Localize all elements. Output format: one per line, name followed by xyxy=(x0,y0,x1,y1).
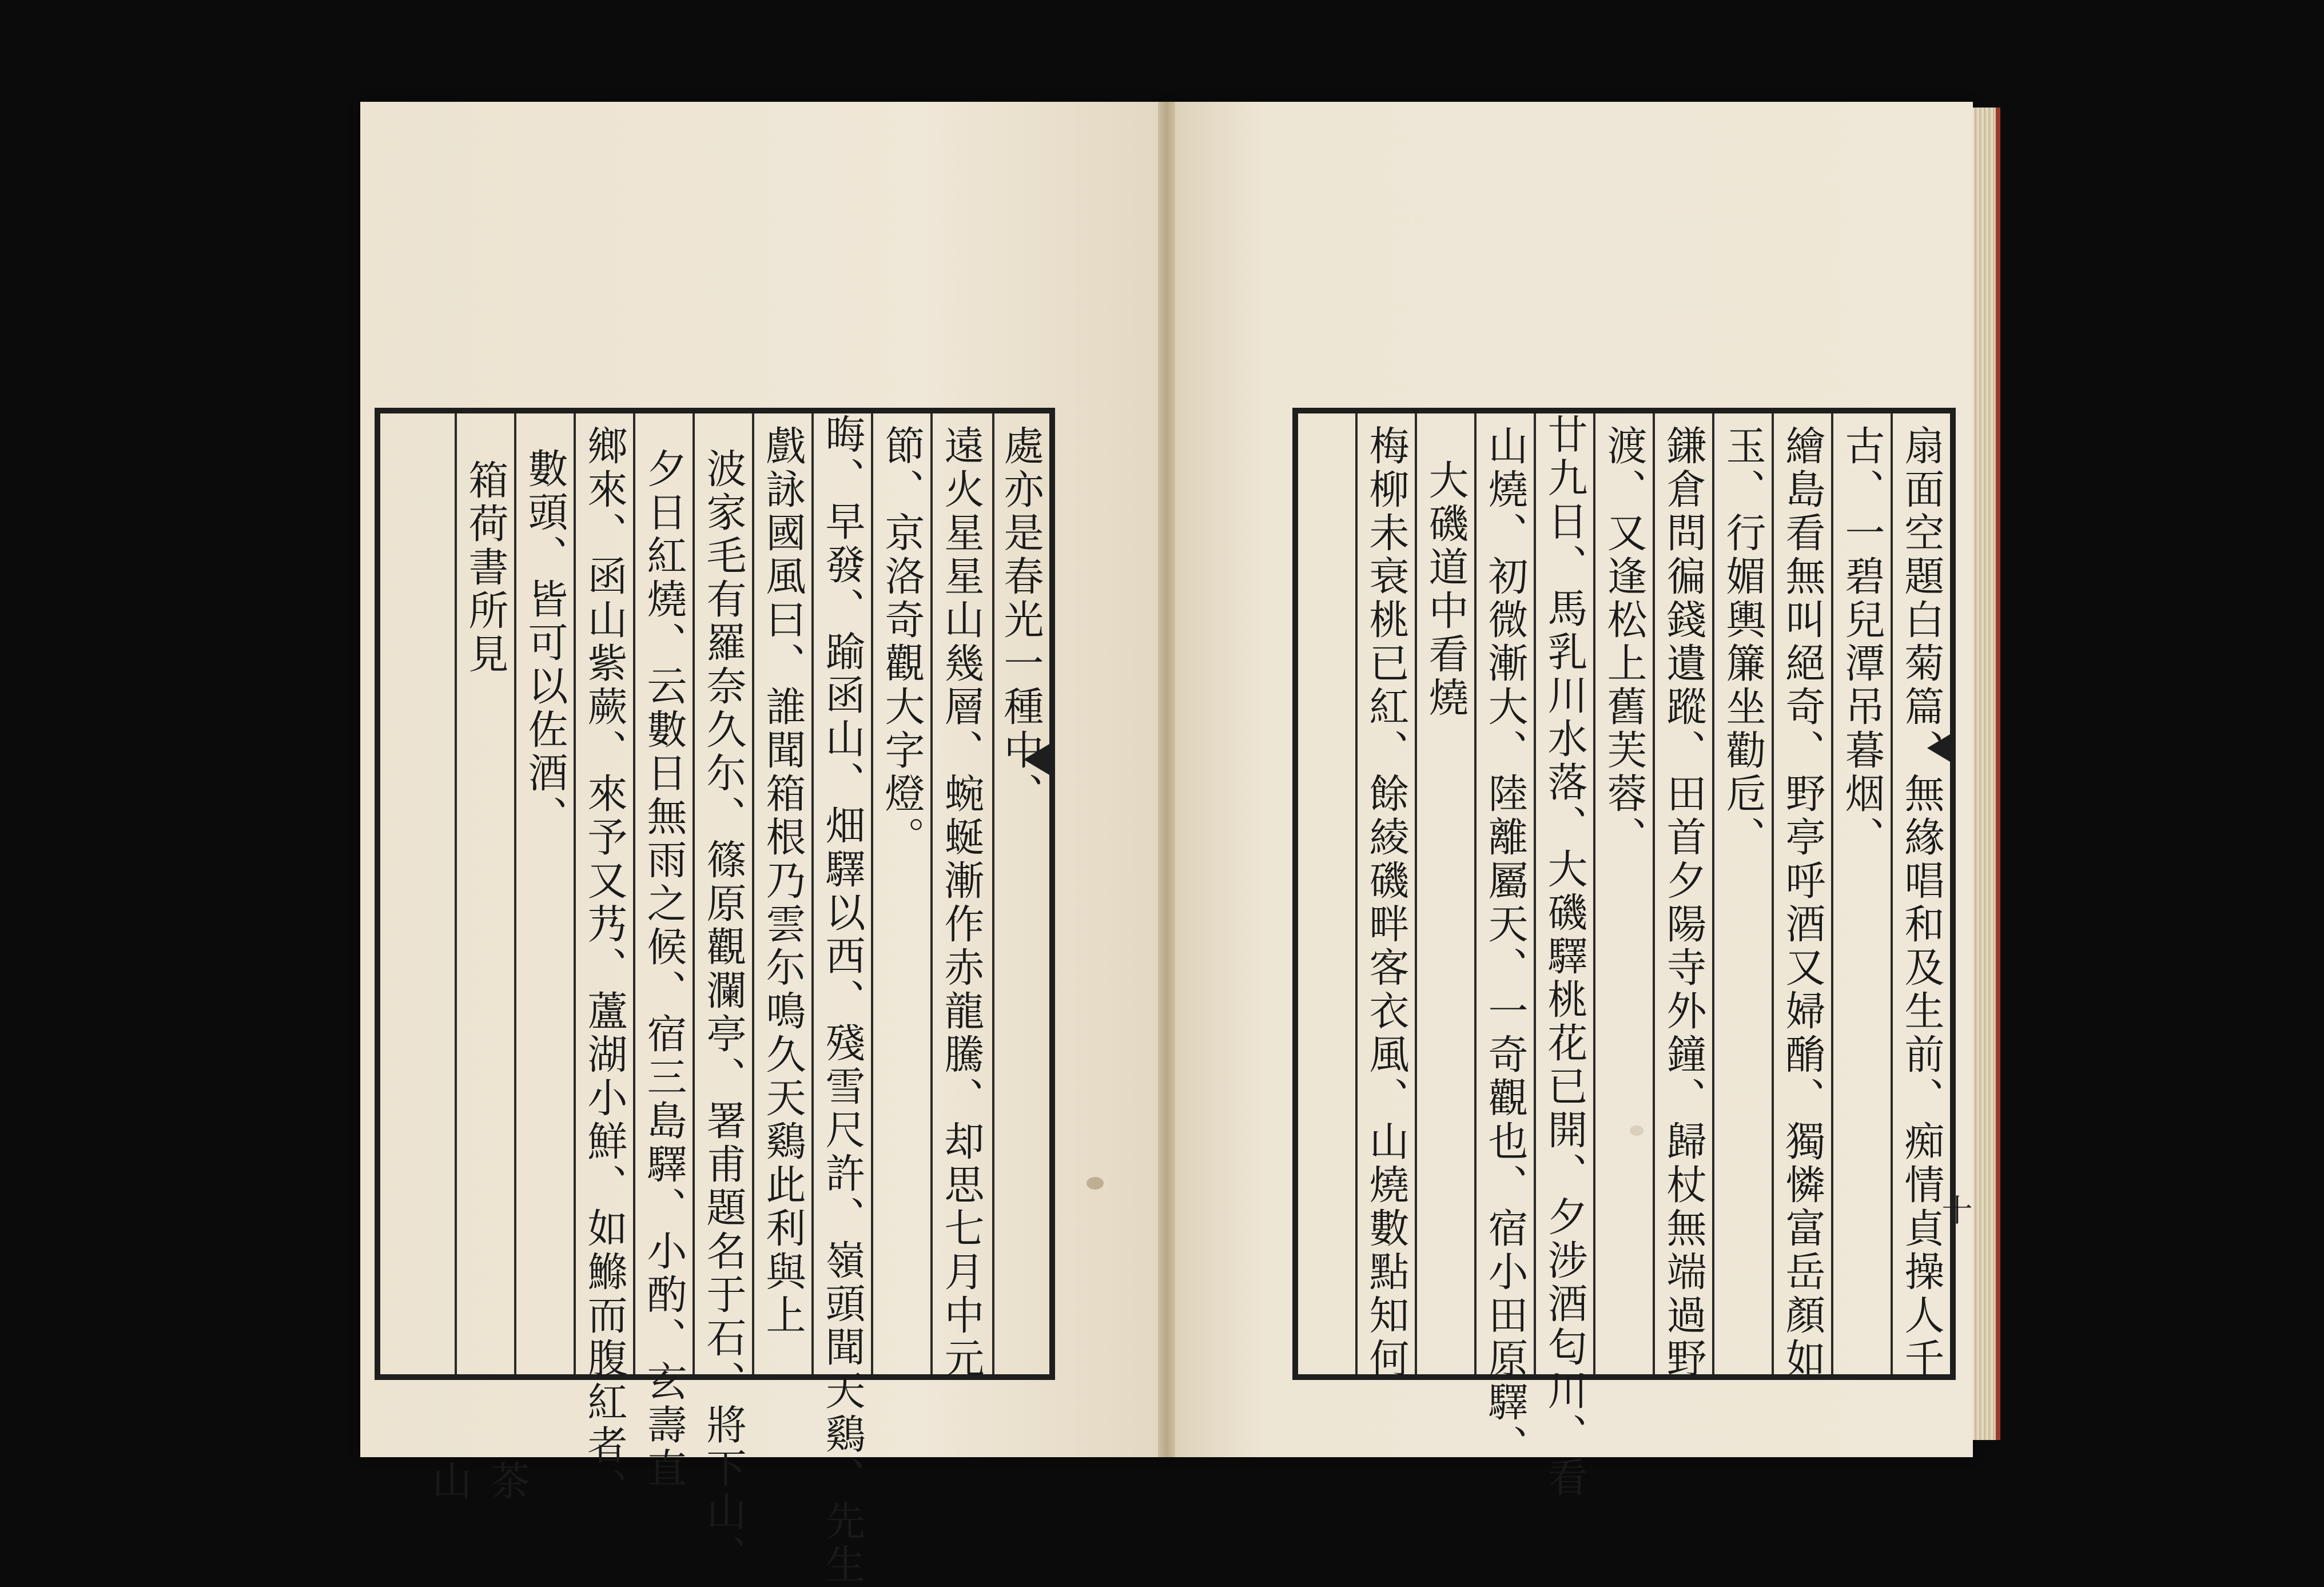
column-text: 節、京洛奇觀大字燈。 xyxy=(878,425,925,860)
text-column xyxy=(633,413,693,1491)
column-text: 處亦是春光一種中、 xyxy=(997,425,1044,816)
left-text-frame xyxy=(375,408,1055,1587)
column-text: 渡、又逢松上舊芙蓉、 xyxy=(1601,425,1648,860)
text-column xyxy=(1355,413,1415,1381)
paper-stain xyxy=(1087,1177,1104,1190)
column-text: 夕日紅燒、云數日無雨之候、宿三島驛、小酌、玄壽直 xyxy=(640,448,687,1491)
column-text: 鎌倉問徧錢遺蹤、田首夕陽寺外鐘、歸杖無端過野 xyxy=(1660,425,1707,1381)
text-column xyxy=(992,413,1049,1374)
text-column xyxy=(455,413,514,1374)
column-text: 晦、早發、踰函山、畑驛以西、殘雪尺許、嶺頭聞天鷄、先生 xyxy=(819,413,866,1587)
folio-number: 十 xyxy=(1937,1194,1973,1225)
column-text: 戲詠國風曰、誰聞箱根乃雲尓鳴久天鷄此利與上 xyxy=(759,425,806,1338)
text-column xyxy=(1653,413,1712,1381)
text-column xyxy=(1593,413,1653,1374)
column-text: 箱荷書所見 xyxy=(462,459,509,677)
column-text: 繪島看無叫絕奇、野亭呼酒又婦酳、獨憐富岳顏如 xyxy=(1779,425,1826,1381)
text-column xyxy=(1831,413,1891,1374)
column-text: 梅柳未衰桃已紅、餘綾磯畔客衣風、山燒數點知何 xyxy=(1363,425,1410,1381)
text-column xyxy=(752,413,811,1374)
column-text: 廿九日、馬乳川水落、大磯驛桃花已開、夕涉酒匂川、看 xyxy=(1541,413,1588,1500)
column-text: 古、一碧兒潭吊暮烟、 xyxy=(1838,425,1885,860)
text-column xyxy=(811,413,871,1587)
text-column xyxy=(1415,413,1474,1374)
fold-mark xyxy=(1927,731,1956,765)
open-book xyxy=(360,96,1996,1587)
column-text: 大磯道中看燒 xyxy=(1422,459,1469,720)
column-text: 玉、行媚輿簾坐勸卮、 xyxy=(1720,425,1766,860)
column-text: 遠火星星山幾層、蜿蜒漸作赤龍騰、却思七月中元 xyxy=(938,425,985,1381)
text-column xyxy=(1534,413,1593,1500)
text-column xyxy=(514,413,574,1374)
author-name: 茶山 xyxy=(425,1460,530,1506)
right-text-frame xyxy=(1292,408,1956,1500)
text-column xyxy=(930,413,990,1381)
page-edge-stack xyxy=(1973,108,2000,1440)
column-text: 山燒、初微漸大、陸離屬天、一奇觀也、宿小田原驛、 xyxy=(1482,425,1529,1468)
text-column xyxy=(574,413,633,1512)
column-text: 鄉來、函山紫蕨、來予又艿、蘆湖小鮮、如鰷而腹紅者、 xyxy=(581,425,628,1512)
column-text: 波家毛有羅奈久尓、篠原觀瀾亭、署甫題名于石、將下山、 xyxy=(700,448,747,1578)
text-column xyxy=(871,413,930,1374)
text-column xyxy=(1712,413,1772,1374)
fold-mark xyxy=(1024,742,1052,777)
paper-stain xyxy=(1630,1125,1643,1136)
text-column xyxy=(693,413,752,1578)
book-gutter xyxy=(1158,102,1175,1457)
text-column xyxy=(1772,413,1831,1381)
text-column xyxy=(1891,413,1950,1381)
column-text: 數頭、皆可以佐酒、 xyxy=(522,448,568,839)
text-column xyxy=(1474,413,1534,1468)
column-text: 扇面空題白菊篇、無緣唱和及生前、痴情貞操人千 xyxy=(1898,425,1945,1381)
